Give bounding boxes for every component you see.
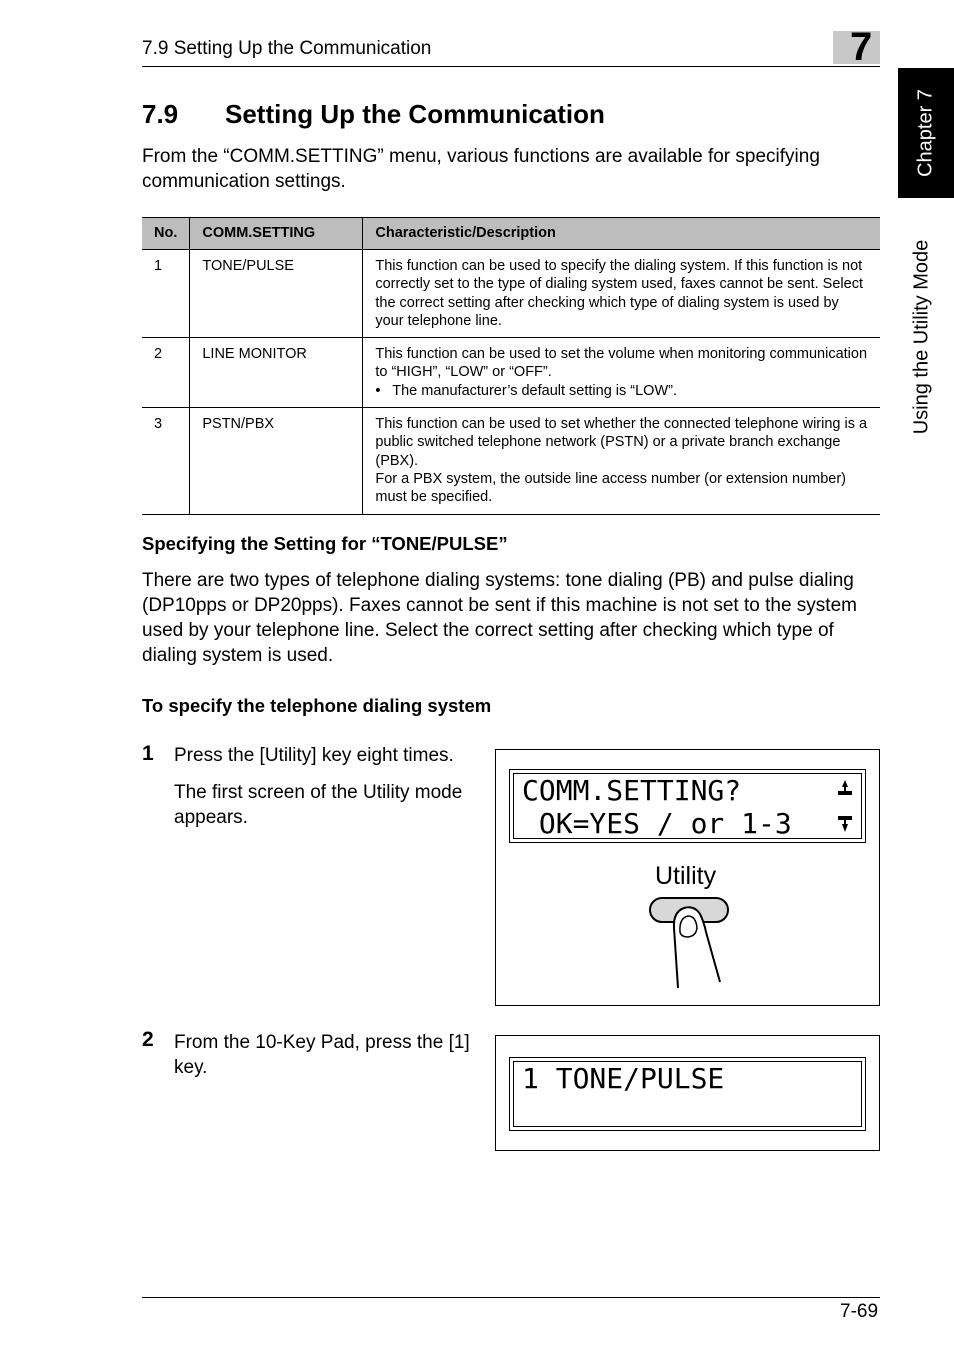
- scroll-arrows-icon: [836, 779, 854, 835]
- row-description-cell: [363, 338, 880, 408]
- table-header-row: [142, 218, 880, 250]
- row-number: 3: [142, 408, 190, 514]
- section-heading: [142, 99, 605, 130]
- illustration-panel: [495, 1035, 880, 1151]
- lcd-line-1: 1 TONE/PULSE: [522, 1062, 725, 1095]
- comm-setting-table: [142, 217, 880, 515]
- page-number: 7-69: [840, 1301, 879, 1322]
- column-header-no: No.: [142, 218, 190, 250]
- step-note: The first screen of the Utility mode appears.: [174, 782, 463, 828]
- section-title: Setting Up the Communication: [225, 99, 605, 129]
- footer-rule: [142, 1297, 880, 1298]
- intro-paragraph: From the “COMM.SETTING” menu, various functions are available for specifying communication settings.: [142, 146, 820, 192]
- lcd-line-1: COMM.SETTING?: [522, 774, 742, 807]
- row-description: This function can be used to set the volume when monitoring communication to “HIGH”, “LOW” or “OFF”.: [375, 346, 868, 381]
- running-header-title: 7.9 Setting Up the Communication: [142, 38, 432, 59]
- subsection-heading: Specifying the Setting for “TONE/PULSE”: [142, 533, 508, 554]
- row-description-cell: [363, 408, 880, 514]
- step-number: 2: [142, 1028, 154, 1051]
- chapter-number: 7: [850, 25, 873, 69]
- utility-key-label: Utility: [655, 862, 717, 890]
- lcd-display: [509, 1057, 866, 1131]
- row-number: 1: [142, 250, 190, 338]
- table-row: [142, 250, 880, 338]
- row-description: This function can be used to set whether the connected telephone wiring is a public switched telephone network (PSTN) or a private branch exchange (PBX).: [375, 416, 868, 469]
- row-setting: PSTN/PBX: [190, 408, 363, 514]
- side-tab-chapter-label: Chapter 7: [914, 89, 937, 177]
- row-description-extra: For a PBX system, the outside line access number (or extension number) must be specified.: [375, 470, 847, 506]
- section-number: 7.9: [142, 99, 179, 129]
- table-row: [142, 338, 880, 408]
- column-header-description: Characteristic/Description: [363, 218, 880, 250]
- row-description: This function can be used to specify the dialing system. If this function is not correctly set to the type of dialing system used, faxes cannot be sent. Select the correct setting after checking which type of dialing system is used by your telephone line.: [363, 250, 880, 338]
- header-rule: [142, 66, 880, 67]
- lcd-display: [509, 769, 866, 843]
- row-setting: LINE MONITOR: [190, 338, 363, 408]
- row-setting: TONE/PULSE: [190, 250, 363, 338]
- table-row: [142, 408, 880, 514]
- finger-pressing-key-icon: [646, 892, 731, 992]
- step-instruction: From the 10-Key Pad, press the [1] key.: [174, 1032, 470, 1078]
- lcd-line-2: OK=YES / or 1-3: [522, 807, 792, 840]
- side-tab-section-label: Using the Utility Mode: [910, 239, 933, 435]
- step-number: 1: [142, 742, 154, 765]
- procedure-heading: To specify the telephone dialing system: [142, 695, 492, 716]
- subsection-paragraph: There are two types of telephone dialing systems: tone dialing (PB) and pulse dialing (DP10pps or DP20pps). Faxes cannot be sent if this machine is not set to the system used by your telephone line. Select the correct setting after checking which type of dialing system is used.: [142, 570, 857, 666]
- step-instruction: Press the [Utility] key eight times.: [174, 745, 454, 766]
- row-number: 2: [142, 338, 190, 408]
- column-header-setting: COMM.SETTING: [190, 218, 363, 250]
- row-bullet-note: • The manufacturer’s default setting is “LOW”.: [375, 382, 678, 399]
